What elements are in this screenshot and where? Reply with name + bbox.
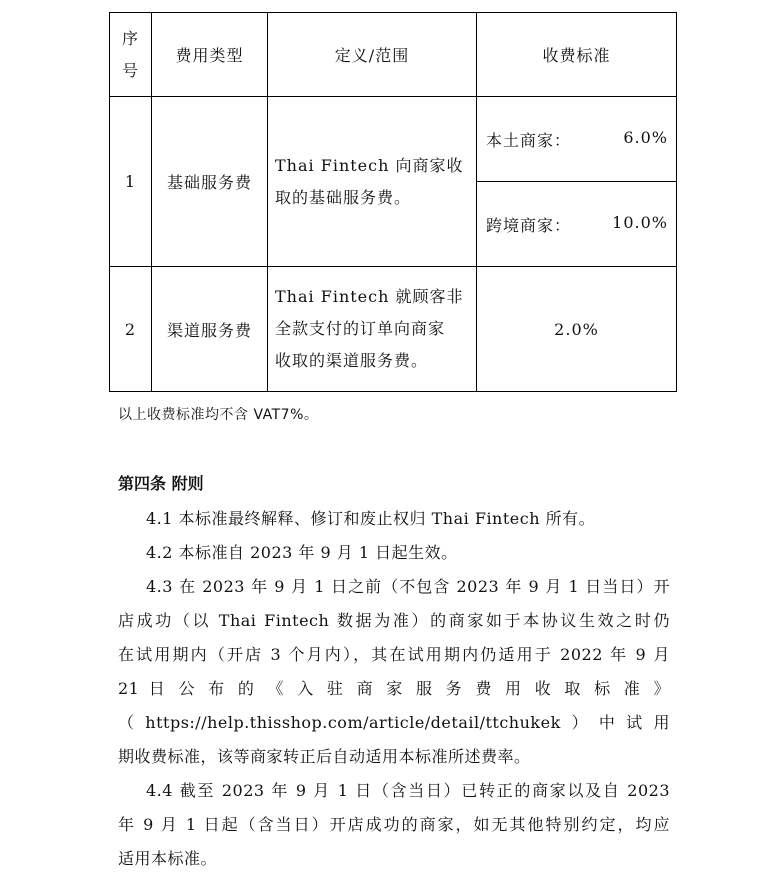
row2-definition-line: 收取的渠道服务费。	[275, 351, 429, 370]
clause-line: 店成功（以 Thai Fintech 数据为准）的商家如于本协议生效之时仍	[118, 611, 670, 630]
row2-seq: 2	[110, 267, 152, 392]
clause-line: 年 9 月 1 日起（含当日）开店成功的商家，如无其他特别约定，均应	[118, 815, 670, 834]
clause-line: 4.4 截至 2023 年 9 月 1 日（含当日）已转正的商家以及自 2023	[146, 781, 670, 800]
row2-standard: 2.0%	[477, 267, 677, 392]
row2-definition-line: 全款支付的订单向商家	[275, 319, 446, 338]
standard-local-value: 6.0%	[623, 127, 668, 147]
row1-type: 基础服务费	[152, 97, 268, 267]
section-body	[118, 502, 670, 876]
header-type: 费用类型	[152, 13, 268, 97]
row2-type: 渠道服务费	[152, 267, 268, 392]
clause-line: （https://help.thisshop.com/article/detail/ttchukek）中试用	[118, 713, 670, 732]
clause-line: 在试用期内（开店 3 个月内），其在试用期内仍适用于 2022 年 9 月	[118, 645, 670, 664]
clause-4-3	[118, 570, 670, 774]
section-title: 第四条 附则	[118, 474, 204, 493]
standard-crossborder-value: 10.0%	[612, 212, 668, 232]
header-seq	[110, 13, 152, 97]
clause-4-4	[118, 774, 670, 876]
standard-crossborder-label: 跨境商家：	[486, 215, 572, 235]
row2-definition-line: Thai Fintech 就顾客非	[275, 287, 464, 306]
clause-line: 期收费标准，该等商家转正后自动适用本标准所述费率。	[118, 747, 531, 766]
table-header-row	[110, 13, 677, 97]
header-seq-bottom: 号	[121, 60, 139, 80]
standard-local-label: 本土商家：	[486, 130, 572, 150]
row1-standard-crossborder	[477, 182, 677, 267]
header-definition: 定义/范围	[268, 13, 477, 97]
clause-4-2: 4.2 本标准自 2023 年 9 月 1 日起生效。	[146, 543, 458, 562]
fee-table	[109, 12, 677, 392]
row1-definition-line: 取的基础服务费。	[275, 187, 412, 207]
table-row	[110, 97, 677, 182]
row1-definition-line: Thai Fintech 向商家收	[275, 155, 464, 175]
vat-note: 以上收费标准均不含 VAT7%。	[118, 407, 319, 423]
header-standard: 收费标准	[477, 13, 677, 97]
row1-standard-local	[477, 97, 677, 182]
clause-4-1: 4.1 本标准最终解释、修订和废止权归 Thai Fintech 所有。	[146, 509, 596, 528]
header-seq-top: 序	[121, 28, 139, 48]
table-row	[110, 267, 677, 392]
clause-line: 21 日 公 布 的 《 入 驻 商 家 服 务 费 用 收 取 标 准 》	[118, 679, 670, 698]
clause-line: 4.3 在 2023 年 9 月 1 日之前（不包含 2023 年 9 月 1 日当日）开	[146, 577, 670, 596]
clause-line: 适用本标准。	[118, 849, 218, 868]
row1-definition	[268, 97, 477, 267]
row1-seq: 1	[110, 97, 152, 267]
row2-definition	[268, 267, 477, 392]
